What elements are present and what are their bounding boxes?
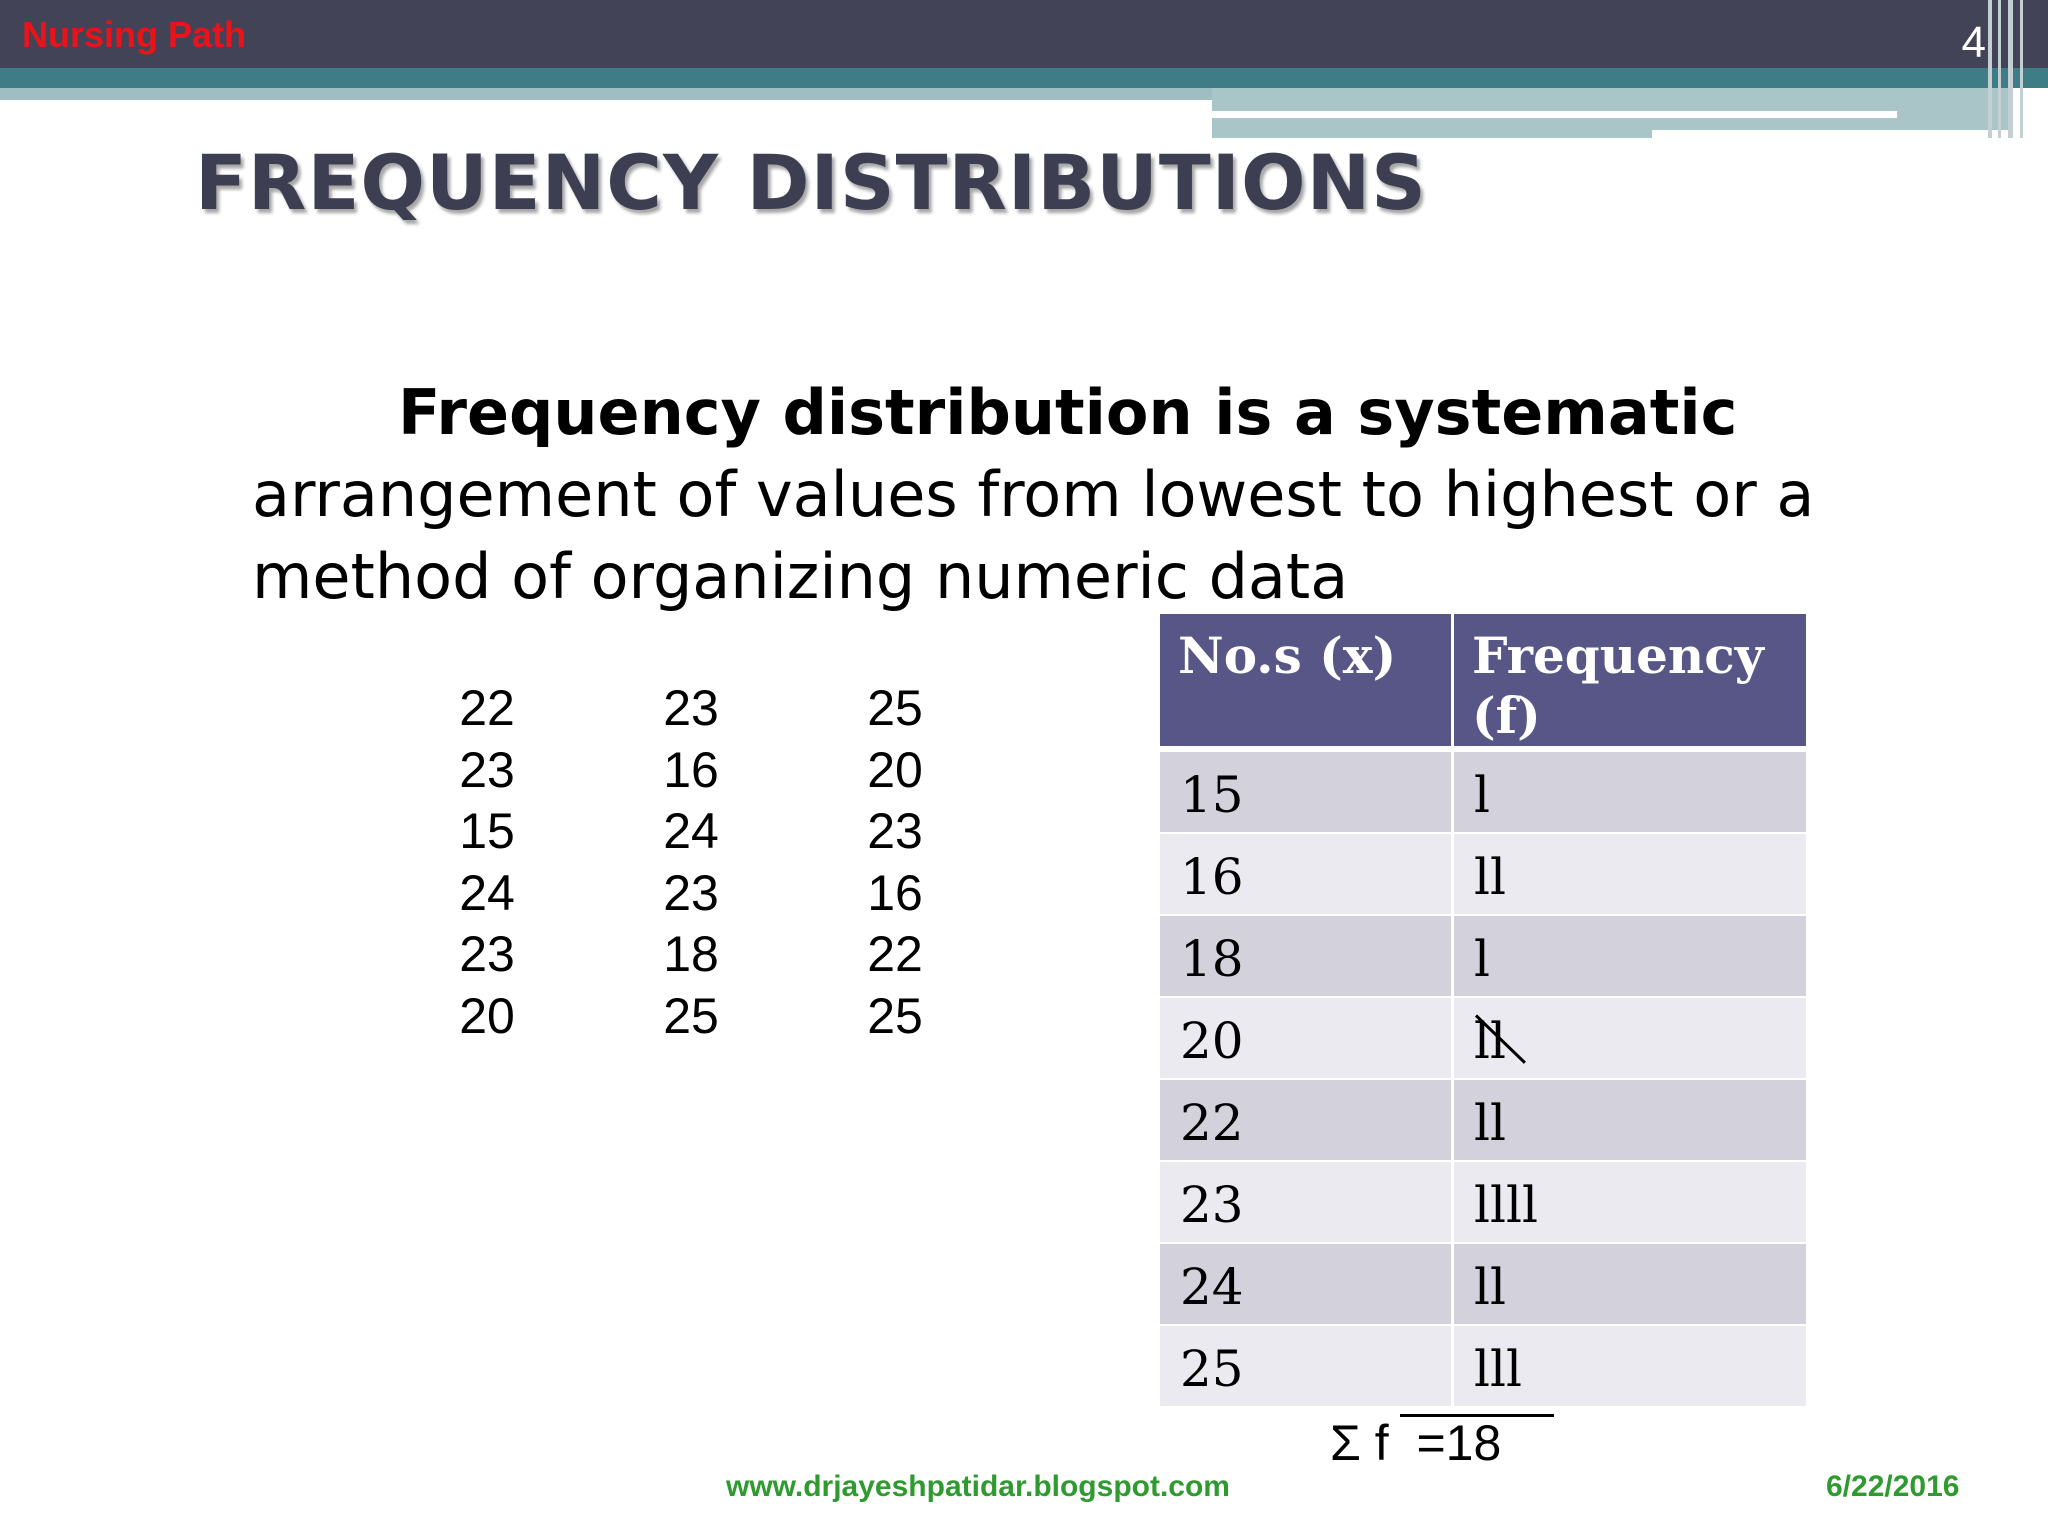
definition-line: method of organizing numeric data [252, 540, 1349, 613]
column-header-frequency: Frequency (f) [1454, 614, 1806, 752]
raw-value: 15 [459, 803, 515, 859]
value-cell: 20 [1160, 998, 1454, 1080]
header-divider-line [1652, 130, 2012, 140]
tally-cell: ll [1454, 1080, 1806, 1162]
tally-cell: l [1454, 752, 1806, 834]
raw-data-row [385, 678, 997, 740]
table-row [1160, 1244, 1806, 1326]
table-row [1160, 834, 1806, 916]
header-stripe [1988, 0, 1992, 138]
table-row [1160, 1162, 1806, 1244]
raw-value: 24 [663, 803, 719, 859]
frequency-sum: Σ f =18 [1330, 1415, 1502, 1471]
tally-marks: ll [1474, 1012, 1506, 1070]
value-cell: 23 [1160, 1162, 1454, 1244]
table-row [1160, 752, 1806, 834]
value-cell: 16 [1160, 834, 1454, 916]
raw-value: 20 [867, 741, 923, 798]
slide-number: 4 [1961, 18, 1986, 67]
raw-data-row [385, 801, 997, 863]
header-light-band [0, 88, 1212, 100]
table-row [1160, 916, 1806, 998]
raw-data-row [385, 740, 997, 802]
frequency-table [1160, 614, 1806, 1408]
header-stripe [2008, 0, 2013, 138]
brand-label: Nursing Path [22, 14, 247, 55]
value-cell: 24 [1160, 1244, 1454, 1326]
footer-url: www.drjayeshpatidar.blogspot.com [726, 1470, 1230, 1503]
raw-value: 23 [867, 803, 923, 859]
definition-line: arrangement of values from lowest to highest or a [252, 458, 1815, 531]
raw-value: 25 [867, 680, 923, 736]
raw-value: 22 [867, 926, 923, 982]
value-cell: 22 [1160, 1080, 1454, 1162]
tally-cell: l [1454, 916, 1806, 998]
header-stripe [1998, 0, 2001, 138]
raw-value: 23 [663, 680, 719, 736]
raw-value: 24 [459, 864, 515, 921]
footer-date: 6/22/2016 [1826, 1470, 1960, 1503]
value-cell: 15 [1160, 752, 1454, 834]
column-header-x: No.s (x) [1160, 614, 1454, 752]
raw-value: 20 [459, 987, 515, 1044]
raw-data-row [385, 863, 997, 925]
raw-data-row [385, 924, 997, 986]
tally-cell: ll [1454, 834, 1806, 916]
tally-cell: llll [1454, 1162, 1806, 1244]
header-bar [0, 0, 2048, 68]
raw-data-row [385, 986, 997, 1048]
value-cell: 25 [1160, 1326, 1454, 1408]
raw-value: 16 [663, 741, 719, 798]
header-accent-band [0, 68, 2048, 88]
raw-value: 25 [663, 987, 719, 1044]
raw-value: 18 [663, 926, 719, 982]
table-row [1160, 1326, 1806, 1408]
tally-cell [1454, 998, 1806, 1080]
raw-value: 23 [663, 864, 719, 921]
table-row [1160, 998, 1806, 1080]
table-header-row [1160, 614, 1806, 752]
header-stripe [2020, 0, 2023, 138]
raw-value: 16 [867, 864, 923, 921]
raw-data-grid [385, 678, 997, 1047]
raw-value: 23 [459, 741, 515, 798]
definition-line: Frequency distribution is a systematic [398, 376, 1738, 449]
header-divider-line [1212, 111, 1897, 118]
table-row [1160, 1080, 1806, 1162]
definition-text [252, 372, 1852, 618]
raw-value: 23 [459, 926, 515, 982]
slide-title: FREQUENCY DISTRIBUTIONS [195, 138, 1427, 227]
raw-value: 25 [867, 987, 923, 1044]
raw-value: 22 [459, 680, 515, 736]
tally-cell: lll [1454, 1326, 1806, 1408]
value-cell: 18 [1160, 916, 1454, 998]
tally-cell: ll [1454, 1244, 1806, 1326]
